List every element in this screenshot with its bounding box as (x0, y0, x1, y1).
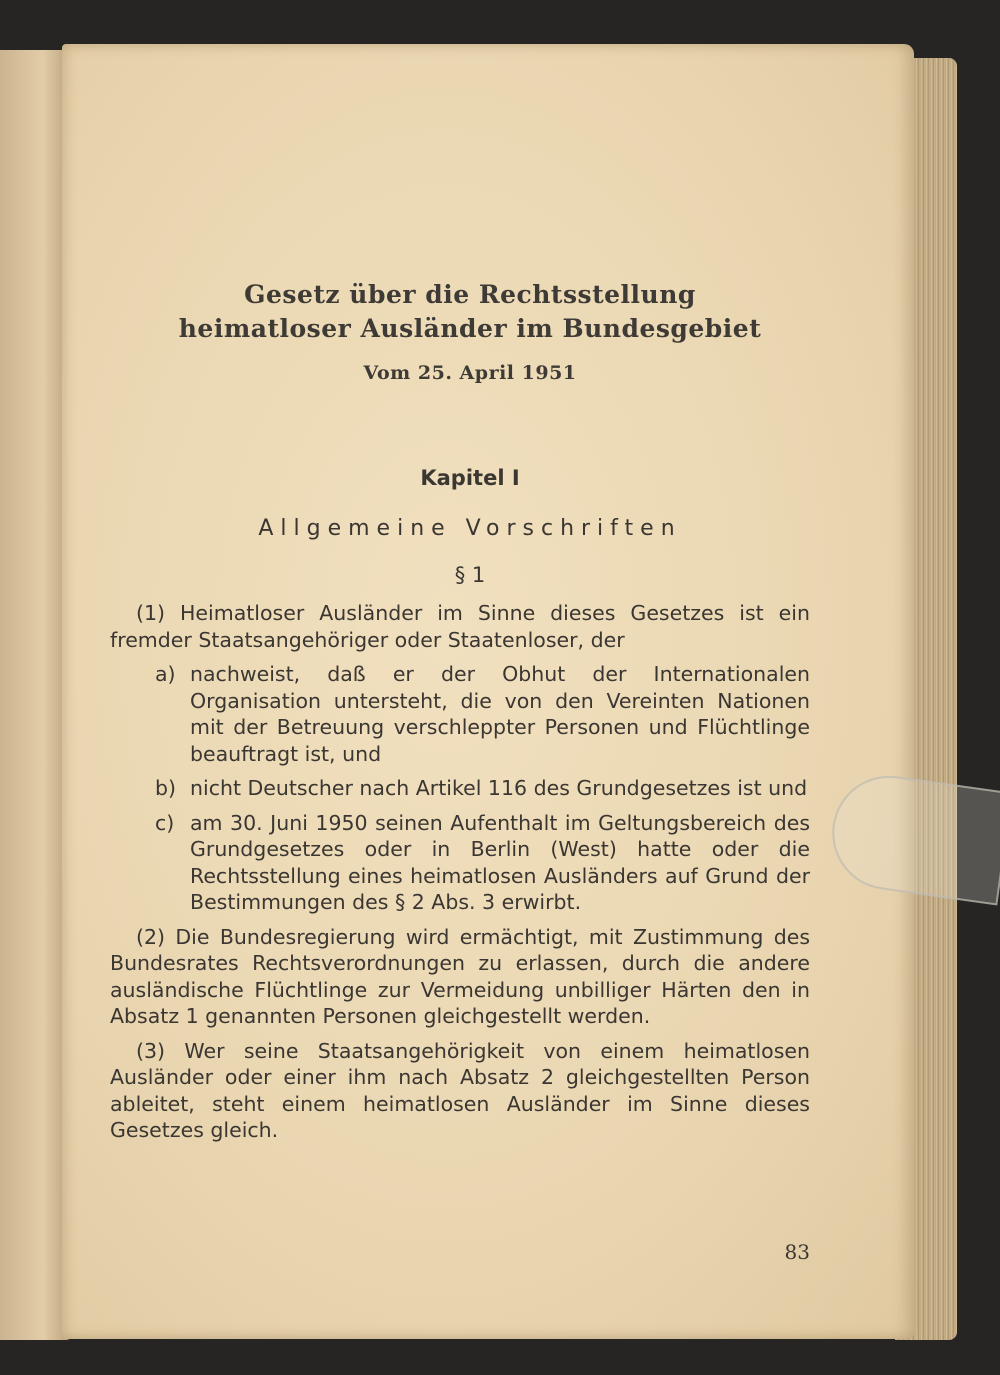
list-item-b (110, 775, 810, 802)
section-heading: § 1 (454, 563, 486, 587)
law-title-line1: Gesetz über die Rechtsstellung (244, 280, 696, 309)
list-item-marker: a) (155, 662, 176, 686)
list-item-a (110, 661, 810, 767)
chapter-heading: Kapitel I (420, 466, 520, 490)
law-title-line2: heimatloser Ausländer im Bundesgebiet (178, 314, 762, 343)
law-body (110, 600, 810, 1152)
page-number: 83 (784, 1240, 810, 1264)
law-date: Vom 25. April 1951 (363, 362, 577, 384)
list-item-marker: b) (155, 776, 177, 800)
list-item-text: am 30. Juni 1950 seinen Aufenthalt im Geltungsbereich des Grundgesetzes oder in Berlin (West) hatte oder die Rechtsstellung eines heimatlosen Ausländers auf Grund der Bestimmungen des § 2 Abs. 3 erwirbt. (190, 810, 810, 914)
paragraph-2: (2) Die Bundesregierung wird ermächtigt, mit Zustimmung des Bundesrates Rechtsverordnungen zu erlassen, durch die andere ausländische Flüchtlinge zur Vermeidung unbilliger Härten den in Absatz 1 genannten Personen gleichgestellt werden. (110, 924, 810, 1028)
list-item-text: nicht Deutscher nach Artikel 116 des Grundgesetzes ist und (190, 776, 808, 800)
chapter-subtitle: Allgemeine Vorschriften (258, 516, 682, 541)
paragraph-1-intro: (1) Heimatloser Ausländer im Sinne dieses Gesetzes ist ein fremder Staatsangehöriger oder Staatenloser, der (110, 601, 810, 652)
paragraph-3: (3) Wer seine Staatsangehörigkeit von einem heimatlosen Ausländer oder einer ihm nach Absatz 2 gleichgestellten Person ableitet, steht einem heimatlosen Ausländer im Sinne dieses Gesetzes gleich. (110, 1038, 810, 1142)
list-item-c (110, 810, 810, 916)
list-item-marker: c) (155, 810, 175, 835)
list-item-text: nachweist, daß er der Obhut der Internationalen Organisation untersteht, die von den Vereinten Nationen mit der Betreuung verschleppter Personen und Flüchtlinge beauftragt ist, und (190, 662, 810, 766)
